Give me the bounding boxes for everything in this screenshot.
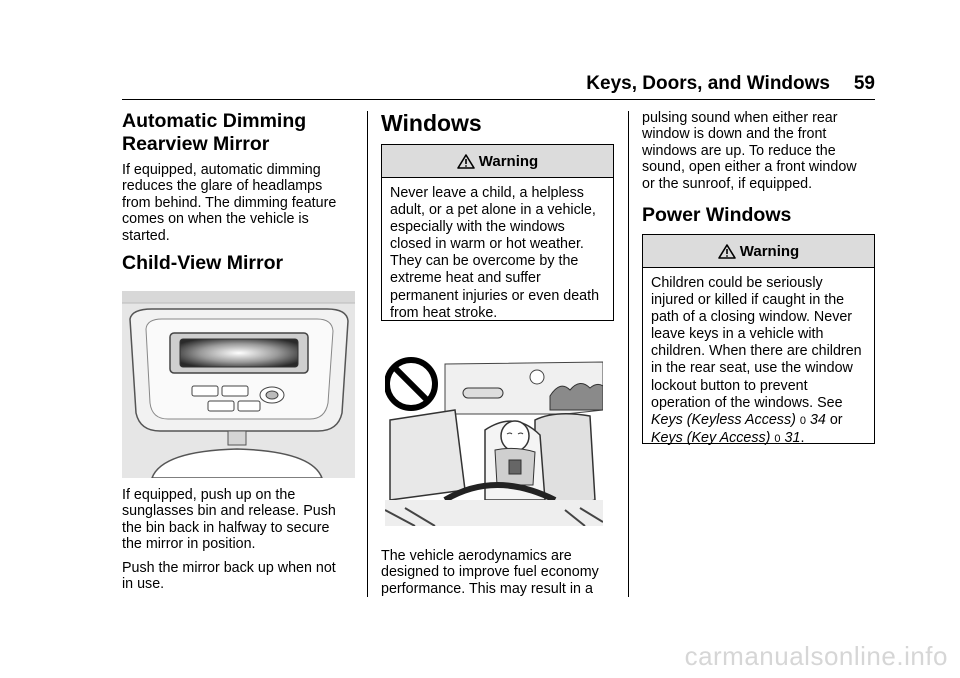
page-ref-arrow-icon: 0 [774,432,781,445]
warning-header [382,145,613,178]
warning-icon [718,244,736,259]
column-1 [122,110,362,244]
windows-heading: Windows [381,110,482,136]
column-divider-2 [628,111,629,597]
warning-box-windows [381,144,614,321]
warning-text: Never leave a child, a helpless adult, or a pet alone in a vehicle, especially with the windows closed in warm or hot weather. They can be overcome by the extreme heat and suffer permanent injuries or even death from heat stroke. [390,185,600,321]
header-rule [122,99,875,100]
overhead-console-mirror-illustration [122,291,355,478]
auto-dim-paragraph: If equipped, automatic dimming reduces the glare of headlamps from behind. The dimming feature comes on when the vehicle is started. [122,162,337,244]
child-view-paragraph-1: If equipped, push up on the sunglasses bin and release. Push the bin back in halfway to secure the mirror in position. [122,487,336,553]
column-divider-1 [367,111,368,597]
warning-label: Warning [478,152,539,170]
warning-header [643,235,874,268]
auto-dim-heading: Automatic Dimming Rearview Mirror [122,110,307,155]
child-view-text [122,487,362,592]
cross-reference-key[interactable]: Keys (Key Access) 0 31. [651,429,805,446]
warning-label: Warning [739,242,800,260]
watermark: carmanualsonline.info [684,641,948,671]
page-number: 59 [853,73,875,94]
continued-text: pulsing sound when either rear window is down and the front windows are up. To reduce the sound, open either a front window or the sunroof, if equipped. [642,110,857,192]
warning-icon [457,154,475,169]
warning-text: Children could be seriously injured or killed if caught in the path of a closing window. Never leave keys in a vehicle with children. When there are children in the rear seat, use the window lockout button to prevent operation of the windows. See Keys (Keyless Access) 0 34 or Keys (Key Access) 0 31. [643,268,874,448]
child-in-car-illustration [385,350,603,526]
cross-reference-keyless[interactable]: Keys (Keyless Access) 0 34 or [651,411,843,428]
child-view-paragraph-2: Push the mirror back up when not in use. [122,559,336,593]
power-windows-heading: Power Windows [642,204,792,226]
running-header-title: Keys, Doors, and Windows [586,73,830,94]
warning-box-power-windows [642,234,875,444]
child-view-heading: Child-View Mirror [122,252,284,274]
aero-text: The vehicle aerodynamics are designed to improve fuel economy performance. This may result in a [381,548,599,597]
page-ref-arrow-icon: 0 [799,414,806,427]
